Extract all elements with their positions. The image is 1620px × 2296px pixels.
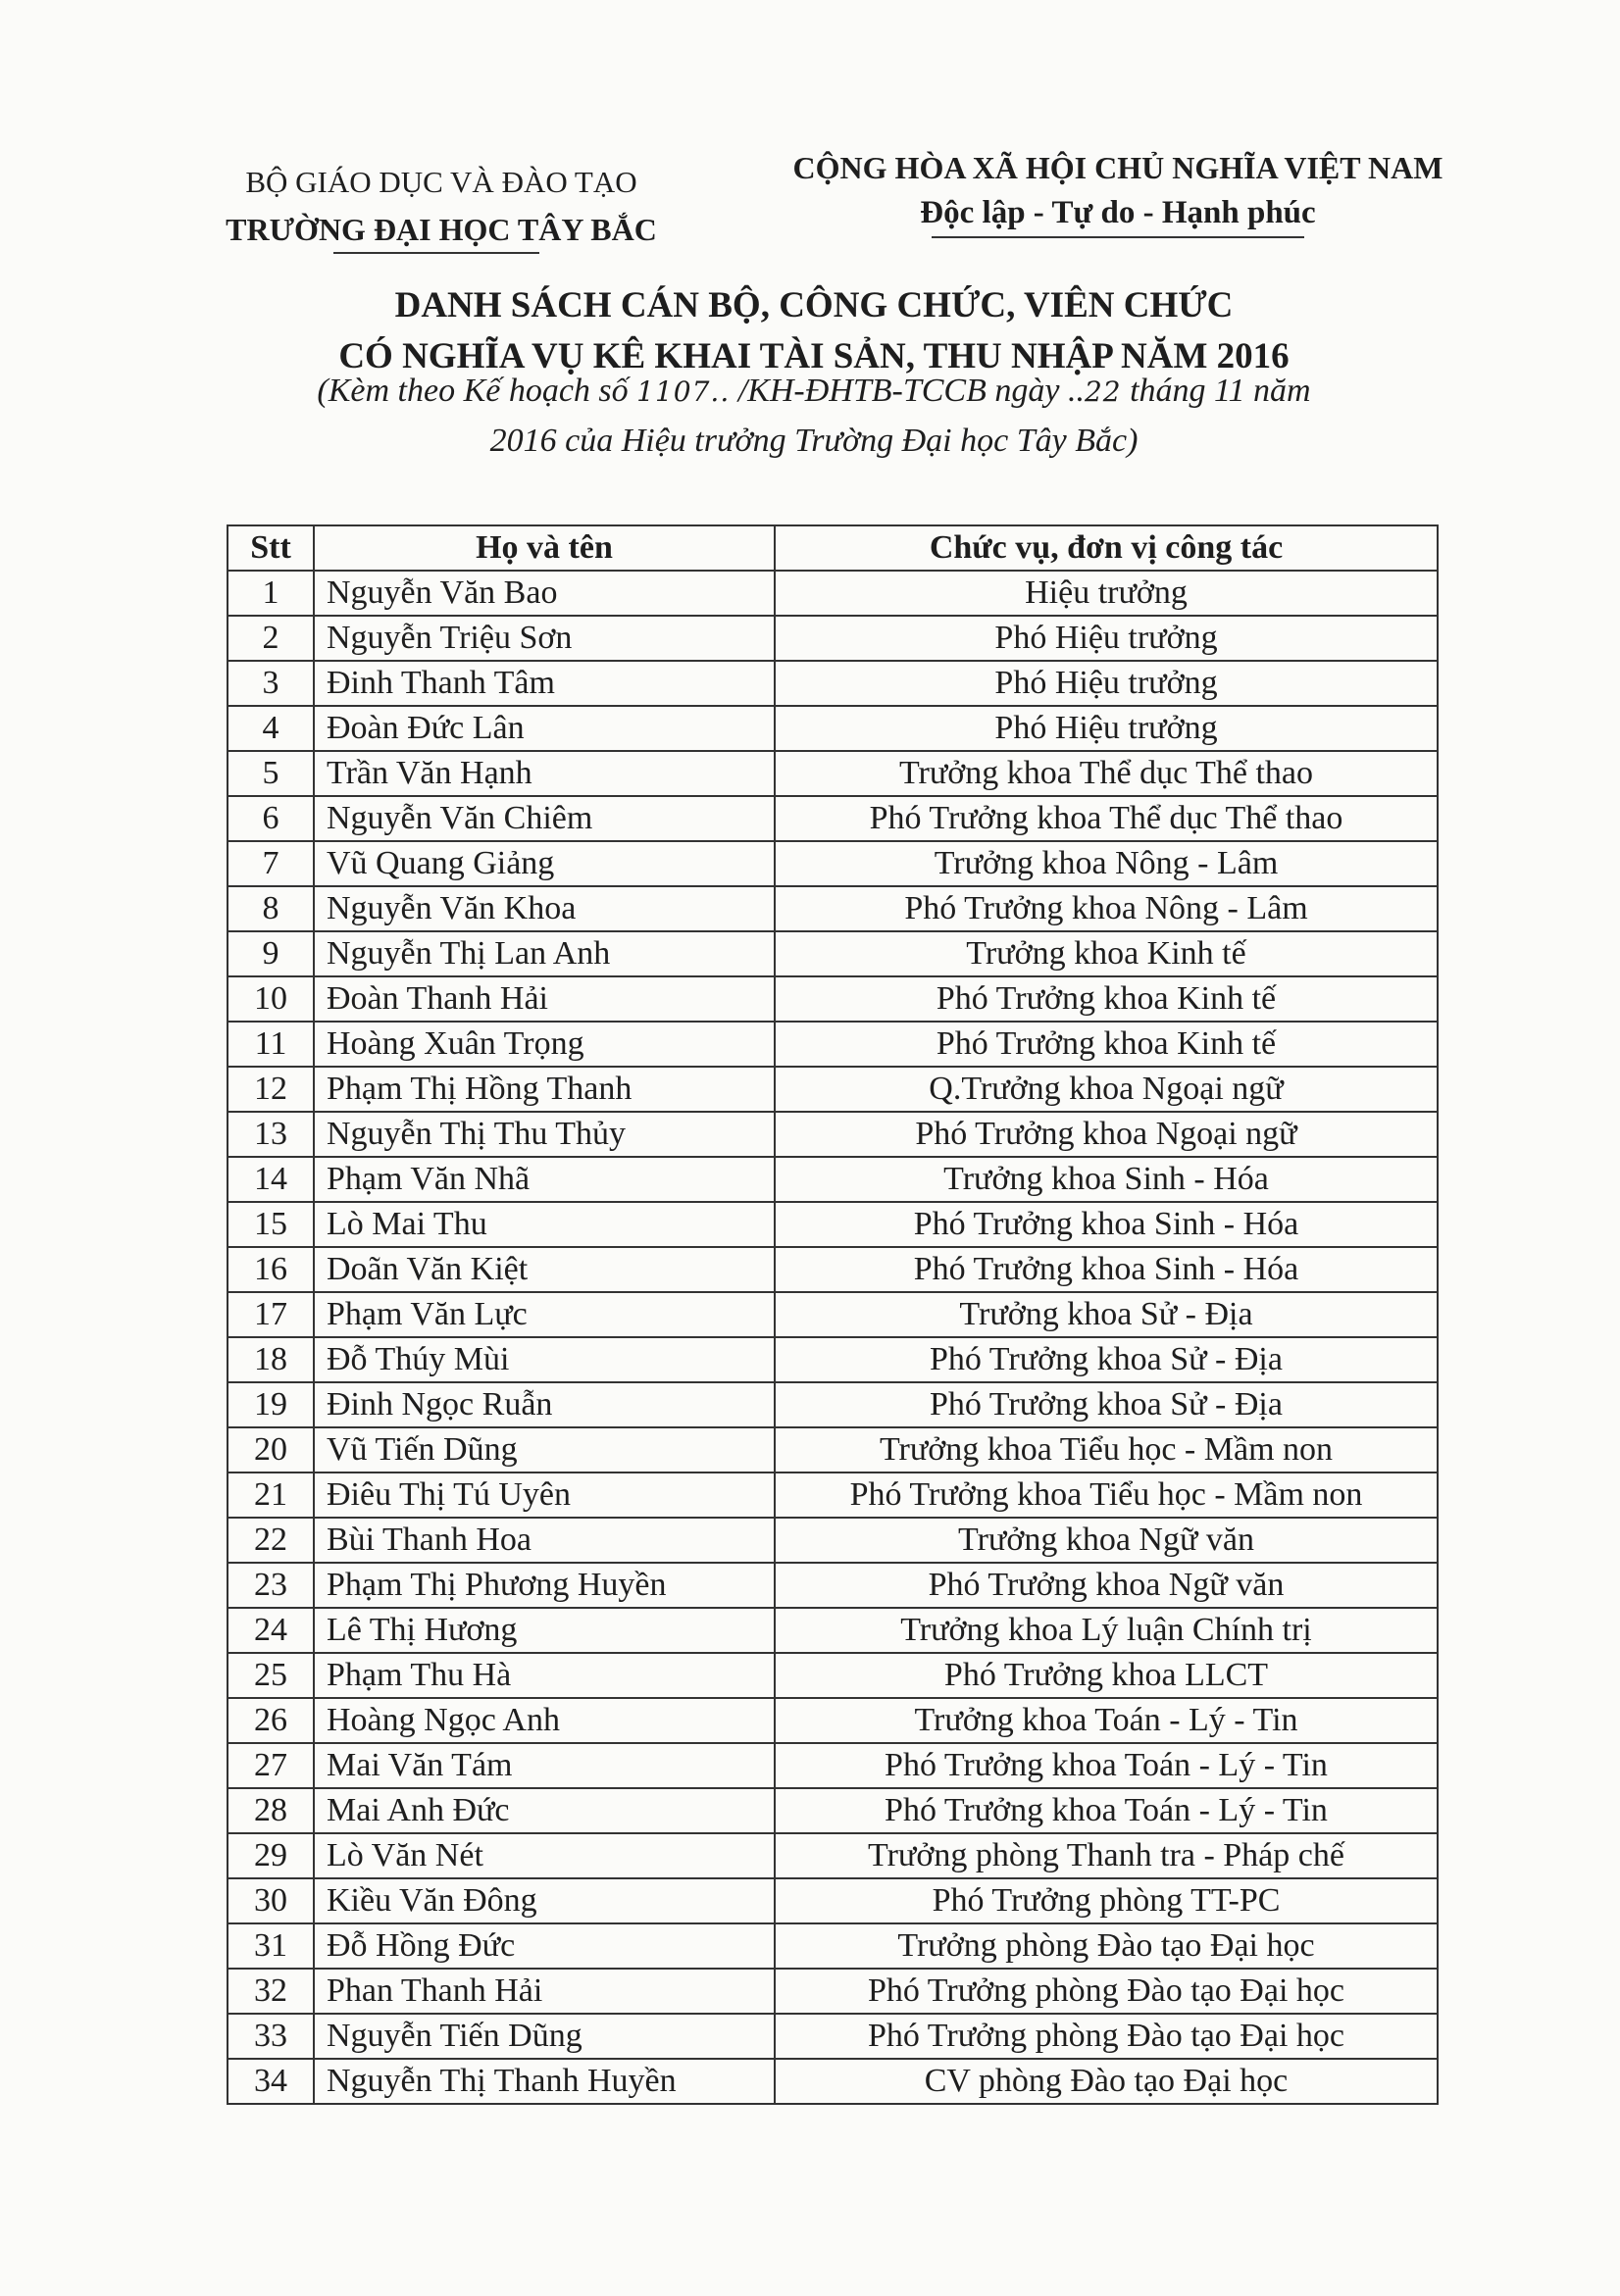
table-row xyxy=(228,1337,1438,1382)
table-row xyxy=(228,1969,1438,2014)
row-name: Phan Thanh Hải xyxy=(314,1969,775,2014)
table-row xyxy=(228,1833,1438,1878)
table-row xyxy=(228,2059,1438,2104)
plan-number: 1107.. xyxy=(636,375,731,408)
row-name: Nguyễn Triệu Sơn xyxy=(314,616,775,661)
issuer-underline xyxy=(333,252,539,254)
row-position: Trưởng khoa Sinh - Hóa xyxy=(775,1157,1438,1202)
table-row xyxy=(228,751,1438,796)
row-name: Nguyễn Thị Thanh Huyền xyxy=(314,2059,775,2104)
issuer-block xyxy=(186,159,696,253)
table-row xyxy=(228,1653,1438,1698)
row-position: Phó Trưởng khoa Thể dục Thể thao xyxy=(775,796,1438,841)
table-row xyxy=(228,1698,1438,1743)
row-name: Kiều Văn Đông xyxy=(314,1878,775,1923)
row-stt: 34 xyxy=(228,2059,314,2104)
row-stt: 28 xyxy=(228,1788,314,1833)
row-name: Đoàn Đức Lân xyxy=(314,706,775,751)
subtitle-line-2: 2016 của Hiệu trưởng Trường Đại học Tây Bắc) xyxy=(489,423,1139,459)
row-name: Bùi Thanh Hoa xyxy=(314,1518,775,1563)
title-line-1: DANH SÁCH CÁN BỘ, CÔNG CHỨC, VIÊN CHỨC xyxy=(394,285,1234,325)
row-position: Phó Trưởng khoa Ngữ văn xyxy=(775,1563,1438,1608)
row-stt: 20 xyxy=(228,1427,314,1472)
row-stt: 9 xyxy=(228,931,314,976)
row-stt: 21 xyxy=(228,1472,314,1518)
table-row xyxy=(228,1518,1438,1563)
table-row xyxy=(228,1157,1438,1202)
row-name: Nguyễn Văn Khoa xyxy=(314,886,775,931)
table-row xyxy=(228,1608,1438,1653)
row-name: Vũ Quang Giảng xyxy=(314,841,775,886)
row-position: Trưởng phòng Đào tạo Đại học xyxy=(775,1923,1438,1969)
row-position: Phó Trưởng khoa Ngoại ngữ xyxy=(775,1112,1438,1157)
row-stt: 23 xyxy=(228,1563,314,1608)
row-position: Q.Trưởng khoa Ngoại ngữ xyxy=(775,1067,1438,1112)
row-stt: 5 xyxy=(228,751,314,796)
row-position: Phó Trưởng phòng Đào tạo Đại học xyxy=(775,2014,1438,2059)
table-row xyxy=(228,1022,1438,1067)
row-stt: 30 xyxy=(228,1878,314,1923)
row-stt: 8 xyxy=(228,886,314,931)
row-name: Nguyễn Tiến Dũng xyxy=(314,2014,775,2059)
row-name: Đinh Ngọc Ruẫn xyxy=(314,1382,775,1427)
row-stt: 4 xyxy=(228,706,314,751)
row-name: Mai Văn Tám xyxy=(314,1743,775,1788)
row-name: Hoàng Xuân Trọng xyxy=(314,1022,775,1067)
row-position: Phó Trưởng khoa Toán - Lý - Tin xyxy=(775,1788,1438,1833)
row-stt: 12 xyxy=(228,1067,314,1112)
subtitle-part-2: /KH-ĐHTB-TCCB ngày .. xyxy=(730,373,1085,409)
row-stt: 10 xyxy=(228,976,314,1022)
row-position: Trưởng khoa Lý luận Chính trị xyxy=(775,1608,1438,1653)
row-position: Phó Trưởng phòng Đào tạo Đại học xyxy=(775,1969,1438,2014)
row-stt: 7 xyxy=(228,841,314,886)
row-name: Nguyễn Văn Chiêm xyxy=(314,796,775,841)
row-position: Trưởng khoa Toán - Lý - Tin xyxy=(775,1698,1438,1743)
row-position: Phó Trưởng khoa Tiểu học - Mầm non xyxy=(775,1472,1438,1518)
header-stt: Stt xyxy=(228,525,314,571)
school-name: TRƯỜNG ĐẠI HỌC TÂY BẮC xyxy=(226,212,657,247)
row-stt: 33 xyxy=(228,2014,314,2059)
table-row xyxy=(228,1923,1438,1969)
row-position: Phó Trưởng khoa Sử - Địa xyxy=(775,1337,1438,1382)
row-position: Phó Hiệu trưởng xyxy=(775,616,1438,661)
subtitle-part-1: (Kèm theo Kế hoạch số xyxy=(317,373,637,409)
row-name: Doãn Văn Kiệt xyxy=(314,1247,775,1292)
row-position: Trưởng khoa Ngữ văn xyxy=(775,1518,1438,1563)
table-row xyxy=(228,571,1438,616)
ministry-name: BỘ GIÁO DỤC VÀ ĐÀO TẠO xyxy=(245,165,637,199)
table-row xyxy=(228,1743,1438,1788)
row-position: Phó Trưởng khoa Kinh tế xyxy=(775,1022,1438,1067)
table-row xyxy=(228,886,1438,931)
row-position: Trưởng phòng Thanh tra - Pháp chế xyxy=(775,1833,1438,1878)
row-name: Lò Mai Thu xyxy=(314,1202,775,1247)
table-row xyxy=(228,1067,1438,1112)
table-row xyxy=(228,1202,1438,1247)
row-name: Mai Anh Đức xyxy=(314,1788,775,1833)
row-stt: 2 xyxy=(228,616,314,661)
row-position: Phó Hiệu trưởng xyxy=(775,706,1438,751)
national-heading xyxy=(750,145,1486,235)
row-position: Phó Trưởng khoa Sinh - Hóa xyxy=(775,1247,1438,1292)
row-name: Phạm Văn Lực xyxy=(314,1292,775,1337)
row-name: Nguyễn Thị Lan Anh xyxy=(314,931,775,976)
row-stt: 31 xyxy=(228,1923,314,1969)
row-name: Đỗ Hồng Đức xyxy=(314,1923,775,1969)
table-row xyxy=(228,1427,1438,1472)
row-position: Phó Trưởng khoa Sử - Địa xyxy=(775,1382,1438,1427)
row-position: Phó Trưởng khoa Kinh tế xyxy=(775,976,1438,1022)
table-row xyxy=(228,1292,1438,1337)
motto-underline xyxy=(932,236,1304,238)
table-row xyxy=(228,1247,1438,1292)
table-row xyxy=(228,2014,1438,2059)
row-stt: 14 xyxy=(228,1157,314,1202)
row-position: Hiệu trưởng xyxy=(775,571,1438,616)
row-name: Đoàn Thanh Hải xyxy=(314,976,775,1022)
row-position: Trưởng khoa Sử - Địa xyxy=(775,1292,1438,1337)
document-subtitle xyxy=(157,367,1471,466)
table-row xyxy=(228,1472,1438,1518)
row-position: Trưởng khoa Thể dục Thể thao xyxy=(775,751,1438,796)
row-name: Lò Văn Nét xyxy=(314,1833,775,1878)
row-name: Nguyễn Văn Bao xyxy=(314,571,775,616)
row-stt: 6 xyxy=(228,796,314,841)
row-stt: 3 xyxy=(228,661,314,706)
row-stt: 1 xyxy=(228,571,314,616)
row-stt: 27 xyxy=(228,1743,314,1788)
table-row xyxy=(228,1563,1438,1608)
table-row xyxy=(228,1878,1438,1923)
table-row xyxy=(228,841,1438,886)
table-row xyxy=(228,661,1438,706)
row-position: Trưởng khoa Kinh tế xyxy=(775,931,1438,976)
row-position: CV phòng Đào tạo Đại học xyxy=(775,2059,1438,2104)
row-position: Trưởng khoa Nông - Lâm xyxy=(775,841,1438,886)
row-stt: 22 xyxy=(228,1518,314,1563)
row-stt: 11 xyxy=(228,1022,314,1067)
header-position: Chức vụ, đơn vị công tác xyxy=(775,525,1438,571)
row-name: Phạm Văn Nhã xyxy=(314,1157,775,1202)
subtitle-line-1 xyxy=(157,367,1471,417)
row-stt: 19 xyxy=(228,1382,314,1427)
row-name: Trần Văn Hạnh xyxy=(314,751,775,796)
row-name: Hoàng Ngọc Anh xyxy=(314,1698,775,1743)
table-row xyxy=(228,976,1438,1022)
row-stt: 16 xyxy=(228,1247,314,1292)
header-name: Họ và tên xyxy=(314,525,775,571)
table-row xyxy=(228,931,1438,976)
row-name: Phạm Thị Phương Huyền xyxy=(314,1563,775,1608)
row-stt: 32 xyxy=(228,1969,314,2014)
row-stt: 18 xyxy=(228,1337,314,1382)
row-position: Phó Trưởng khoa Nông - Lâm xyxy=(775,886,1438,931)
row-position: Phó Trưởng khoa Sinh - Hóa xyxy=(775,1202,1438,1247)
table-row xyxy=(228,1788,1438,1833)
row-name: Phạm Thu Hà xyxy=(314,1653,775,1698)
table-row xyxy=(228,706,1438,751)
row-position: Phó Hiệu trưởng xyxy=(775,661,1438,706)
row-name: Lê Thị Hương xyxy=(314,1608,775,1653)
title-line-2: CÓ NGHĨA VỤ KÊ KHAI TÀI SẢN, THU NHẬP NĂM 2016 xyxy=(338,336,1290,376)
row-stt: 26 xyxy=(228,1698,314,1743)
row-stt: 13 xyxy=(228,1112,314,1157)
table-row xyxy=(228,796,1438,841)
row-position: Phó Trưởng khoa Toán - Lý - Tin xyxy=(775,1743,1438,1788)
table-header-row xyxy=(228,525,1438,571)
table-row xyxy=(228,616,1438,661)
row-name: Điêu Thị Tú Uyên xyxy=(314,1472,775,1518)
subtitle-part-3: tháng 11 năm xyxy=(1121,373,1311,409)
row-stt: 15 xyxy=(228,1202,314,1247)
row-name: Phạm Thị Hồng Thanh xyxy=(314,1067,775,1112)
table-row xyxy=(228,1382,1438,1427)
row-stt: 24 xyxy=(228,1608,314,1653)
row-position: Trưởng khoa Tiểu học - Mầm non xyxy=(775,1427,1438,1472)
plan-day: 22 xyxy=(1084,375,1122,408)
row-name: Đỗ Thúy Mùi xyxy=(314,1337,775,1382)
staff-table xyxy=(227,524,1439,2105)
row-position: Phó Trưởng phòng TT-PC xyxy=(775,1878,1438,1923)
row-name: Nguyễn Thị Thu Thủy xyxy=(314,1112,775,1157)
row-stt: 25 xyxy=(228,1653,314,1698)
row-name: Vũ Tiến Dũng xyxy=(314,1427,775,1472)
row-name: Đinh Thanh Tâm xyxy=(314,661,775,706)
national-motto: Độc lập - Tự do - Hạnh phúc xyxy=(920,195,1316,230)
table-row xyxy=(228,1112,1438,1157)
row-stt: 29 xyxy=(228,1833,314,1878)
country-name: CỘNG HÒA XÃ HỘI CHỦ NGHĨA VIỆT NAM xyxy=(792,150,1443,185)
row-position: Phó Trưởng khoa LLCT xyxy=(775,1653,1438,1698)
row-stt: 17 xyxy=(228,1292,314,1337)
